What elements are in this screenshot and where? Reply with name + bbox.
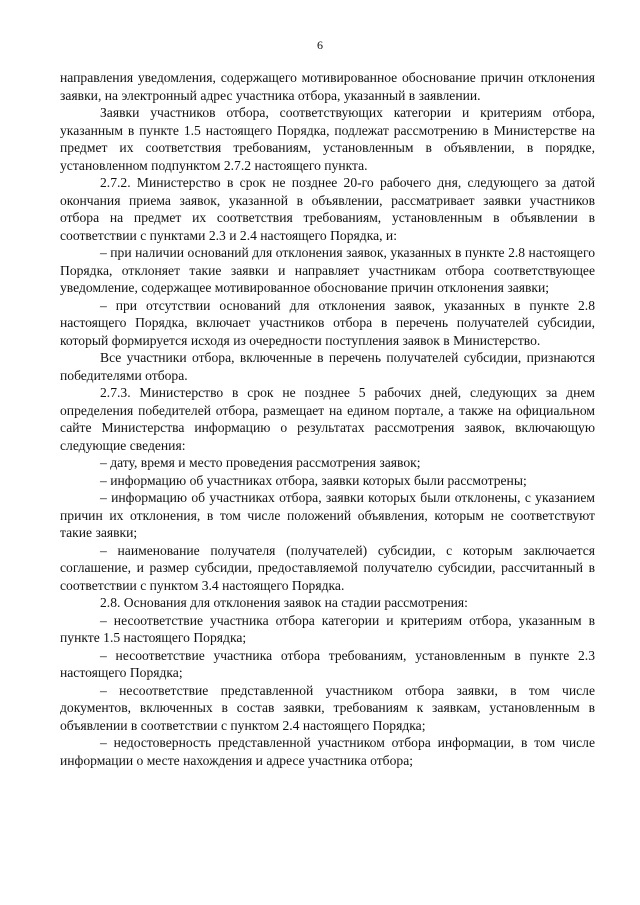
list-item: – наименование получателя (получателей) субсидии, с которым заключается соглашение, и размер субсидии, предоставляемой получателю субсидии, рассчитанный в соответствии с пунктом 3.4 настоящего Порядка. (60, 542, 595, 593)
paragraph: Все участники отбора, включенные в перечень получателей субсидии, признаются победителями отбора. (60, 350, 595, 383)
list-item: – несоответствие участника отбора требованиям, установленным в пункте 2.3 настоящего Порядка; (60, 647, 595, 680)
list-item: – при отсутствии оснований для отклонения заявок, указанных в пункте 2.8 настоящего Порядка, включает участников отбора в перечень получателей субсидии, который формируется исходя из очередности поступления заявок в Министерство. (60, 297, 595, 348)
list-item: – дату, время и место проведения рассмотрения заявок; (100, 455, 421, 470)
body-text (60, 69, 595, 769)
list-item: – информацию об участниках отбора, заявки которых были отклонены, с указанием причин их отклонения, в том числе положений объявления, которым не соответствуют такие заявки; (60, 490, 595, 540)
paragraph-2-7-3: 2.7.3. Министерство в срок не позднее 5 рабочих дней, следующих за днем определения победителей отбора, размещает на едином портале, а также на официальном сайте Министерства информацию о результатах рассмотрения заявок, включающую следующие сведения: (60, 385, 595, 453)
list-item: – недостоверность представленной участником отбора информации, в том числе информации о месте нахождения и адресе участника отбора; (60, 735, 595, 768)
list-item: – при наличии оснований для отклонения заявок, указанных в пункте 2.8 настоящего Порядка, отклоняет такие заявки и направляет участникам отбора соответствующее уведомление, содержащее мотивированное обоснование причин отклонения заявки; (60, 245, 595, 295)
page-number: 6 (317, 38, 323, 52)
paragraph-2-8: 2.8. Основания для отклонения заявок на стадии рассмотрения: (100, 595, 468, 610)
list-item: – информацию об участниках отбора, заявки которых были рассмотрены; (100, 472, 527, 488)
list-item: – несоответствие участника отбора категории и критериям отбора, указанным в пункте 1.5 настоящего Порядка; (60, 612, 595, 645)
paragraph: Заявки участников отбора, соответствующих категории и критериям отбора, указанным в пункте 1.5 настоящего Порядка, подлежат рассмотрению в Министерстве на предмет их соответствия требованиям, установленным в объявлении, в порядке, установленном подпунктом 2.7.2 настоящего пункта. (60, 105, 595, 173)
paragraph-2-7-2: 2.7.2. Министерство в срок не позднее 20-го рабочего дня, следующего за датой окончания приема заявок, указанной в объявлении, рассматривает заявки участников отбора на предмет их соответствия требованиям, установленным в объявлении в соответствии с пунктами 2.3 и 2.4 настоящего Порядка, и: (60, 175, 595, 243)
paragraph-continuation: направления уведомления, содержащего мотивированное обоснование причин отклонения заявки, на электронный адрес участника отбора, указанный в заявлении. (60, 70, 595, 103)
list-item: – несоответствие представленной участником отбора заявки, в том числе документов, включенных в состав заявки, требованиям к заявкам, установленным в объявлении в соответствии с пунктом 2.4 настоящего Порядка; (60, 682, 595, 733)
